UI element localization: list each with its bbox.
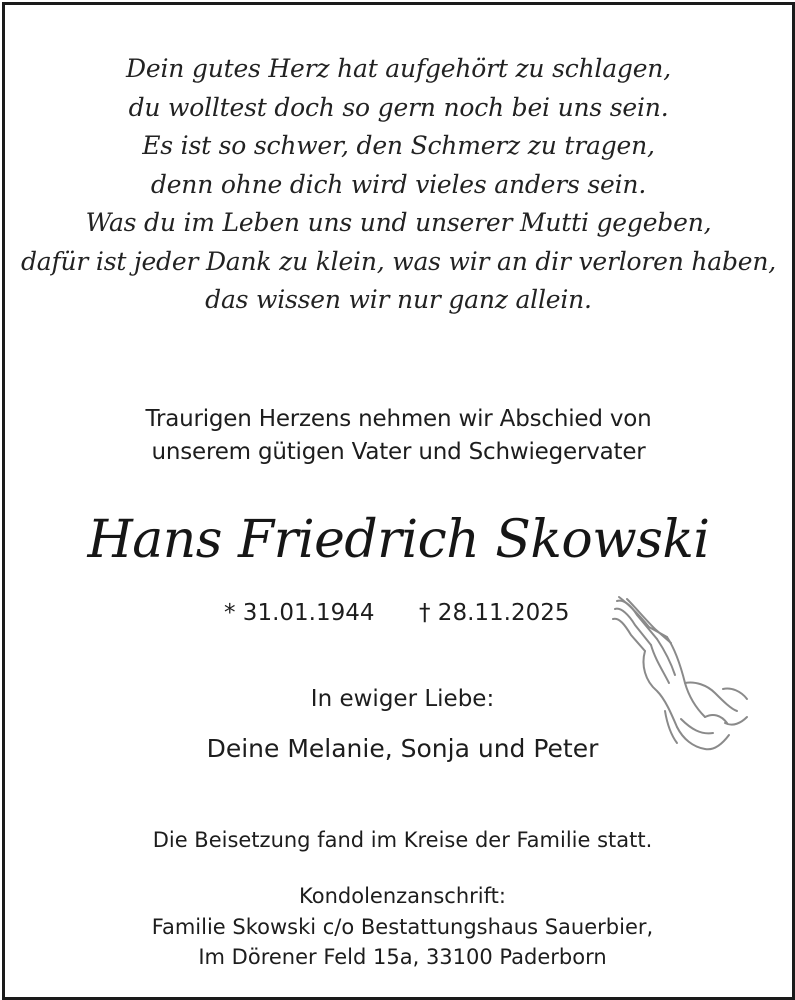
address-line: Im Dörener Feld 15a, 33100 Paderborn xyxy=(198,945,607,969)
condolence-address xyxy=(5,881,795,973)
death-date: † 28.11.2025 xyxy=(419,600,570,626)
condolence-heading: Kondolenzanschrift: xyxy=(299,884,506,908)
address-line: Familie Skowski c/o Bestattungshaus Sauerbier, xyxy=(151,914,654,939)
intro-line: unserem gütigen Vater und Schwiegervater xyxy=(151,439,646,465)
intro-line: Traurigen Herzens nehmen wir Abschied von xyxy=(145,406,652,432)
poem-line: Dein gutes Herz hat aufgehört zu schlagen, xyxy=(126,54,671,83)
obituary-frame xyxy=(2,2,795,1000)
praying-hands-icon xyxy=(605,593,755,753)
deceased-name: Hans Friedrich Skowski xyxy=(87,510,710,570)
poem-line: denn ohne dich wird vieles anders sein. xyxy=(150,169,647,199)
poem-line: Was du im Leben uns und unserer Mutti gegeben, xyxy=(85,208,712,237)
mourners-names: Deine Melanie, Sonja und Peter xyxy=(206,734,599,763)
burial-notice: Die Beisetzung fand im Kreise der Familie statt. xyxy=(152,828,653,852)
poem-line: das wissen wir nur ganz allein. xyxy=(205,285,592,314)
birth-date: * 31.01.1944 xyxy=(224,600,375,626)
memorial-poem xyxy=(5,50,792,320)
farewell-intro xyxy=(5,403,792,469)
poem-line: Es ist so schwer, den Schmerz zu tragen, xyxy=(142,131,655,160)
poem-line: du wolltest doch so gern noch bei uns sein. xyxy=(128,92,669,122)
dedication-text: In ewiger Liebe: xyxy=(310,686,495,712)
poem-line: dafür ist jeder Dank zu klein, was wir an dir verloren haben, xyxy=(20,246,777,276)
